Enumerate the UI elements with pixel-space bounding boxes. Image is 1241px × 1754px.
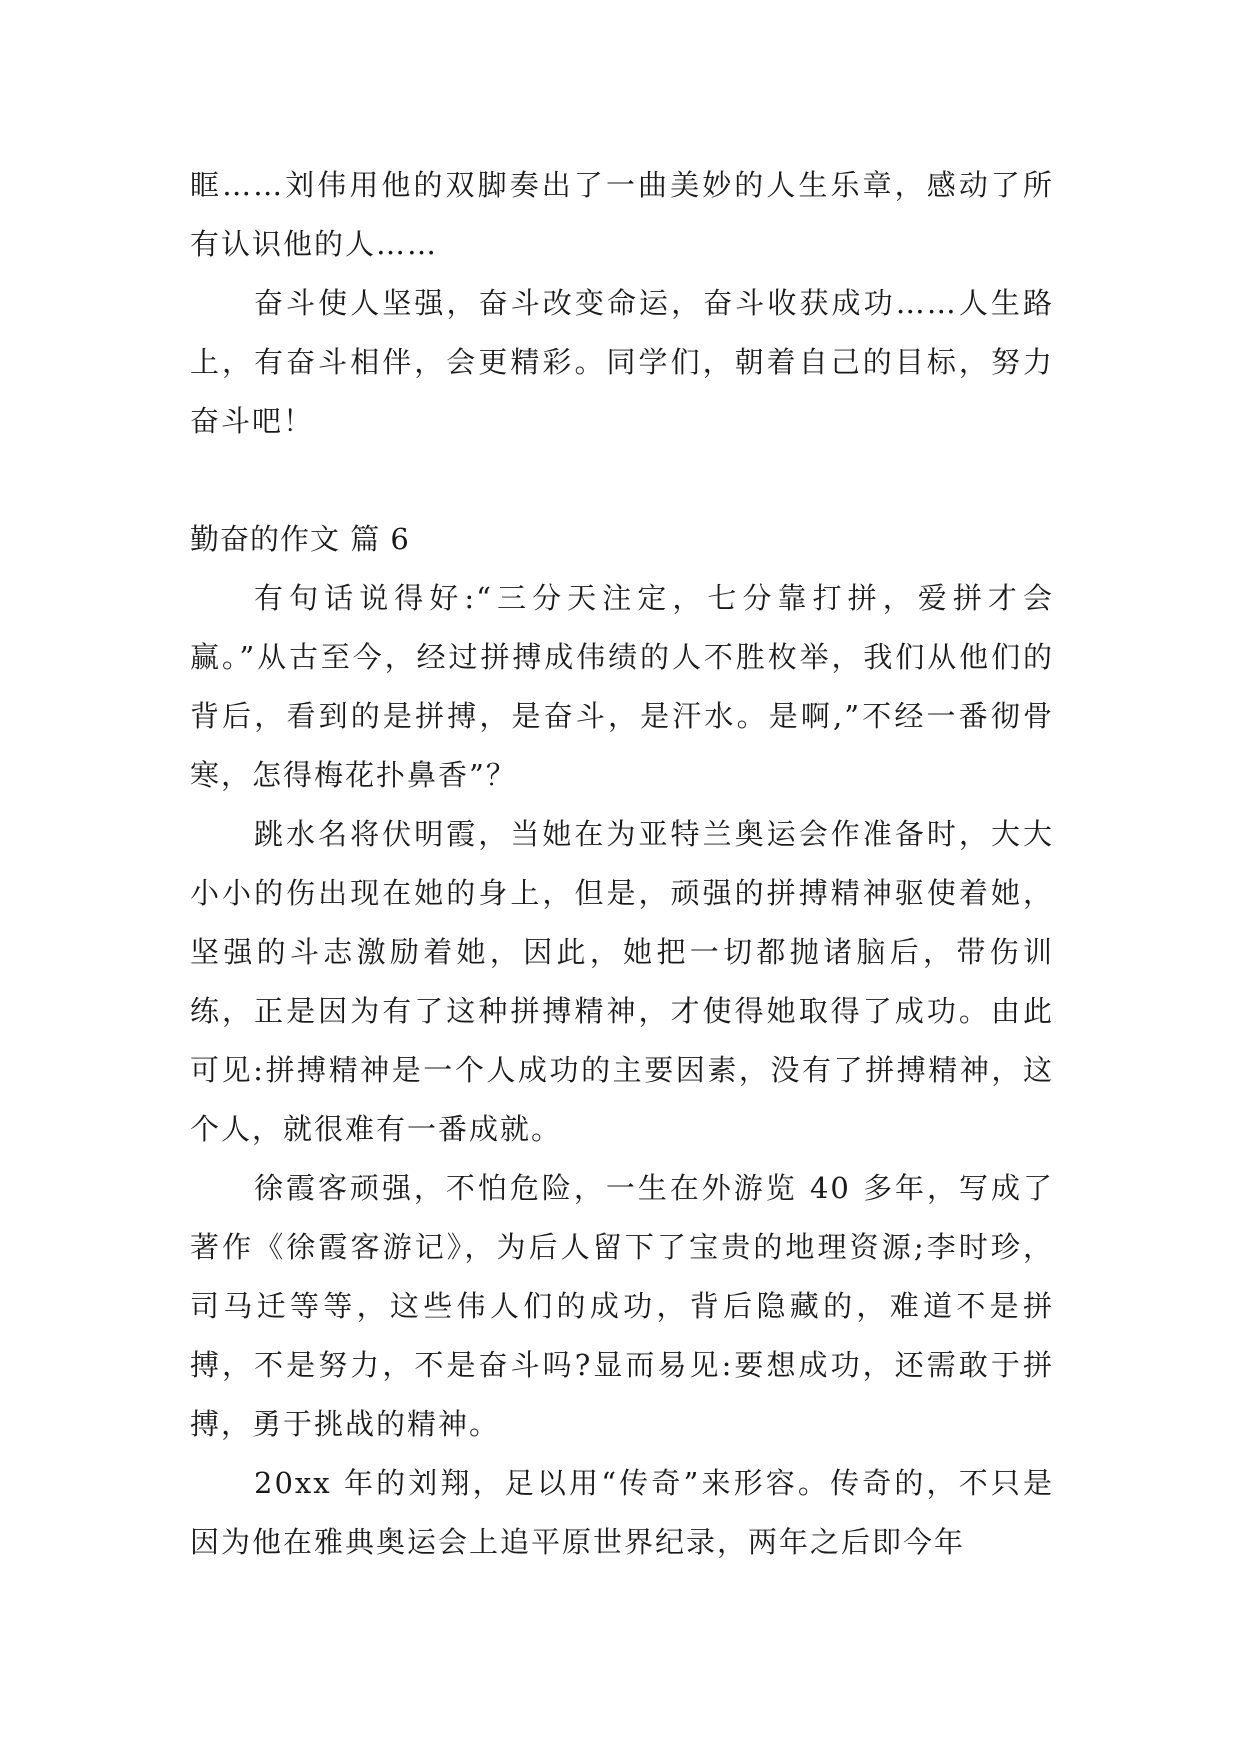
paragraph-conclusion: 奋斗使人坚强，奋斗改变命运，奋斗收获成功……人生路上，有奋斗相伴，会更精彩。同学们，朝着自己的目标，努力奋斗吧！ bbox=[190, 286, 1054, 438]
section-heading: 勤奋的作文 篇 6 bbox=[190, 522, 410, 556]
paragraph-continuation: 眶……刘伟用他的双脚奏出了一曲美妙的人生乐章，感动了所有认识他的人…… bbox=[190, 168, 1054, 261]
paragraph-xu-xiake: 徐霞客顽强，不怕危险，一生在外游览 40 多年，写成了著作《徐霞客游记》，为后人留下了宝贵的地理资源;李时珍，司马迁等等，这些伟人们的成功，背后隐藏的，难道不是拼搏，不是努力，不是奋斗吗?显而易见:要想成功，还需敢于拼搏，勇于挑战的精神。 bbox=[190, 1171, 1054, 1441]
document-body bbox=[190, 156, 1054, 1572]
paragraph-fu-mingxia: 跳水名将伏明霞，当她在为亚特兰奥运会作准备时，大大小小的伤出现在她的身上，但是，顽强的拼搏精神驱使着她，坚强的斗志激励着她，因此，她把一切都抛诸脑后，带伤训练，正是因为有了这种拼搏精神，才使得她取得了成功。由此可见:拼搏精神是一个人成功的主要因素，没有了拼搏精神，这个人，就很难有一番成就。 bbox=[190, 817, 1054, 1146]
paragraph-liu-xiang: 20xx 年的刘翔，足以用“传奇”来形容。传奇的，不只是因为他在雅典奥运会上追平原世界纪录，两年之后即今年 bbox=[190, 1466, 1054, 1559]
paragraph-intro: 有句话说得好:“三分天注定，七分靠打拼，爱拼才会赢。”从古至今，经过拼搏成伟绩的人不胜枚举，我们从他们的背后，看到的是拼搏，是奋斗，是汗水。是啊,”不经一番彻骨寒，怎得梅花扑鼻香”？ bbox=[190, 581, 1054, 792]
